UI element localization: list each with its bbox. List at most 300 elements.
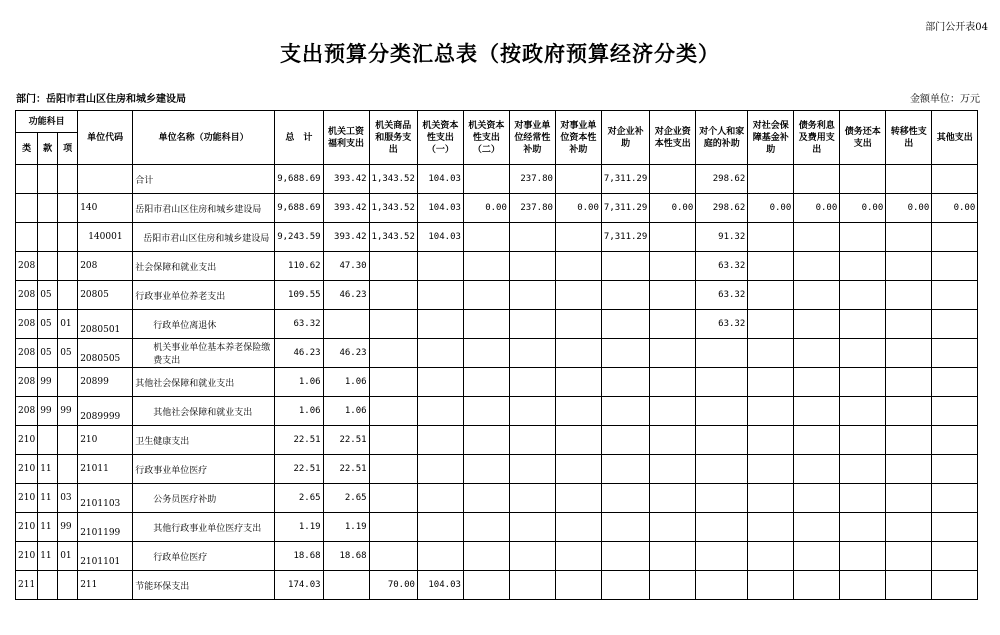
cell-c8 bbox=[650, 252, 696, 281]
cell-kuan: 11 bbox=[38, 455, 58, 484]
cell-unit-code: 2080505 bbox=[78, 339, 133, 368]
cell-lei: 208 bbox=[16, 252, 38, 281]
cell-c2 bbox=[369, 339, 417, 368]
cell-c8 bbox=[650, 426, 696, 455]
cell-c13 bbox=[886, 397, 932, 426]
table-row bbox=[16, 397, 978, 426]
cell-c10 bbox=[748, 397, 794, 426]
cell-unit-code: 20899 bbox=[78, 368, 133, 397]
cell-c2: 1,343.52 bbox=[369, 223, 417, 252]
cell-lei: 210 bbox=[16, 426, 38, 455]
cell-unit-code: 2101101 bbox=[78, 542, 133, 571]
cell-c2 bbox=[369, 281, 417, 310]
cell-c5: 237.80 bbox=[509, 194, 555, 223]
cell-c7 bbox=[601, 513, 649, 542]
cell-c14 bbox=[932, 455, 978, 484]
cell-c5 bbox=[509, 281, 555, 310]
cell-xiang: 99 bbox=[58, 397, 78, 426]
cell-unit-code: 2101199 bbox=[78, 513, 133, 542]
cell-c7 bbox=[601, 571, 649, 600]
cell-total: 1.06 bbox=[275, 368, 323, 397]
header-lei: 类 bbox=[16, 133, 38, 165]
cell-unit-code: 21011 bbox=[78, 455, 133, 484]
cell-unit-code: 2089999 bbox=[78, 397, 133, 426]
cell-total: 174.03 bbox=[275, 571, 323, 600]
cell-unit-code: 2080501 bbox=[78, 310, 133, 339]
cell-c7 bbox=[601, 455, 649, 484]
cell-unit-code: 208 bbox=[78, 252, 133, 281]
cell-c7 bbox=[601, 542, 649, 571]
cell-c10 bbox=[748, 426, 794, 455]
cell-unit-code bbox=[78, 165, 133, 194]
cell-c6 bbox=[555, 223, 601, 252]
cell-c2 bbox=[369, 426, 417, 455]
cell-unit-name: 其他社会保障和就业支出 bbox=[133, 397, 275, 426]
cell-total: 22.51 bbox=[275, 426, 323, 455]
cell-c1 bbox=[323, 571, 369, 600]
cell-c4 bbox=[463, 455, 509, 484]
cell-total: 109.55 bbox=[275, 281, 323, 310]
cell-unit-name: 其他社会保障和就业支出 bbox=[133, 368, 275, 397]
cell-c6 bbox=[555, 426, 601, 455]
cell-c14 bbox=[932, 165, 978, 194]
table-row bbox=[16, 310, 978, 339]
cell-c1: 46.23 bbox=[323, 339, 369, 368]
cell-lei: 208 bbox=[16, 281, 38, 310]
cell-c8 bbox=[650, 165, 696, 194]
cell-c9: 63.32 bbox=[696, 252, 748, 281]
cell-c5 bbox=[509, 484, 555, 513]
cell-c6 bbox=[555, 397, 601, 426]
cell-c10 bbox=[748, 339, 794, 368]
cell-c5 bbox=[509, 571, 555, 600]
table-row bbox=[16, 571, 978, 600]
cell-c3 bbox=[417, 484, 463, 513]
cell-c3 bbox=[417, 397, 463, 426]
cell-c4: 0.00 bbox=[463, 194, 509, 223]
cell-c3 bbox=[417, 252, 463, 281]
cell-c2 bbox=[369, 397, 417, 426]
header-c8: 对企业资本性支出 bbox=[650, 111, 696, 165]
table-row bbox=[16, 513, 978, 542]
cell-c12 bbox=[840, 368, 886, 397]
cell-c6 bbox=[555, 310, 601, 339]
cell-c1: 1.06 bbox=[323, 397, 369, 426]
header-c6: 对事业单位资本性补助 bbox=[555, 111, 601, 165]
cell-c7 bbox=[601, 310, 649, 339]
cell-unit-name: 其他行政事业单位医疗支出 bbox=[133, 513, 275, 542]
cell-c5 bbox=[509, 513, 555, 542]
table-body bbox=[16, 165, 978, 600]
cell-unit-name: 公务员医疗补助 bbox=[133, 484, 275, 513]
cell-c9: 298.62 bbox=[696, 194, 748, 223]
cell-lei bbox=[16, 194, 38, 223]
cell-c7 bbox=[601, 426, 649, 455]
cell-unit-code: 140001 bbox=[78, 223, 133, 252]
cell-unit-name: 节能环保支出 bbox=[133, 571, 275, 600]
cell-c9 bbox=[696, 368, 748, 397]
header-kuan: 款 bbox=[38, 133, 58, 165]
cell-c10 bbox=[748, 310, 794, 339]
table-row bbox=[16, 542, 978, 571]
cell-c12 bbox=[840, 339, 886, 368]
cell-c8 bbox=[650, 310, 696, 339]
cell-c10 bbox=[748, 165, 794, 194]
cell-xiang bbox=[58, 194, 78, 223]
cell-c13 bbox=[886, 281, 932, 310]
table-row bbox=[16, 165, 978, 194]
cell-c1: 393.42 bbox=[323, 165, 369, 194]
cell-c3: 104.03 bbox=[417, 165, 463, 194]
cell-c1: 18.68 bbox=[323, 542, 369, 571]
cell-c1: 393.42 bbox=[323, 194, 369, 223]
cell-c10 bbox=[748, 455, 794, 484]
cell-c4 bbox=[463, 281, 509, 310]
cell-c11 bbox=[794, 223, 840, 252]
cell-kuan bbox=[38, 426, 58, 455]
table-row bbox=[16, 252, 978, 281]
table-row bbox=[16, 484, 978, 513]
cell-c1: 1.06 bbox=[323, 368, 369, 397]
cell-c12: 0.00 bbox=[840, 194, 886, 223]
cell-c6 bbox=[555, 455, 601, 484]
cell-c2 bbox=[369, 542, 417, 571]
cell-c7: 7,311.29 bbox=[601, 223, 649, 252]
cell-unit-code: 20805 bbox=[78, 281, 133, 310]
cell-c9: 63.32 bbox=[696, 310, 748, 339]
cell-c10 bbox=[748, 571, 794, 600]
cell-unit-name: 岳阳市君山区住房和城乡建设局 bbox=[133, 223, 275, 252]
cell-c7: 7,311.29 bbox=[601, 165, 649, 194]
cell-c2 bbox=[369, 484, 417, 513]
cell-kuan bbox=[38, 571, 58, 600]
header-c12: 债务还本支出 bbox=[840, 111, 886, 165]
table-row bbox=[16, 426, 978, 455]
cell-c1 bbox=[323, 310, 369, 339]
cell-c10 bbox=[748, 223, 794, 252]
cell-c7 bbox=[601, 339, 649, 368]
cell-c14: 0.00 bbox=[932, 194, 978, 223]
header-c11: 债务利息及费用支出 bbox=[794, 111, 840, 165]
cell-c3 bbox=[417, 339, 463, 368]
cell-c5 bbox=[509, 368, 555, 397]
header-unit-name: 单位名称（功能科目） bbox=[133, 111, 275, 165]
budget-table bbox=[15, 110, 978, 600]
cell-c10 bbox=[748, 542, 794, 571]
cell-lei: 210 bbox=[16, 484, 38, 513]
cell-c8 bbox=[650, 513, 696, 542]
cell-c13 bbox=[886, 484, 932, 513]
cell-c3 bbox=[417, 281, 463, 310]
cell-c5 bbox=[509, 310, 555, 339]
cell-c14 bbox=[932, 223, 978, 252]
header-c2: 机关商品和服务支出 bbox=[369, 111, 417, 165]
cell-c13 bbox=[886, 165, 932, 194]
cell-c12 bbox=[840, 165, 886, 194]
cell-unit-code: 140 bbox=[78, 194, 133, 223]
cell-c6 bbox=[555, 368, 601, 397]
cell-c10 bbox=[748, 513, 794, 542]
cell-total: 18.68 bbox=[275, 542, 323, 571]
cell-kuan bbox=[38, 165, 58, 194]
cell-c11 bbox=[794, 368, 840, 397]
cell-lei: 210 bbox=[16, 455, 38, 484]
cell-c12 bbox=[840, 281, 886, 310]
cell-c13 bbox=[886, 223, 932, 252]
cell-total: 1.19 bbox=[275, 513, 323, 542]
cell-c4 bbox=[463, 542, 509, 571]
header-c14: 其他支出 bbox=[932, 111, 978, 165]
cell-lei bbox=[16, 223, 38, 252]
cell-unit-name: 岳阳市君山区住房和城乡建设局 bbox=[133, 194, 275, 223]
cell-c3 bbox=[417, 542, 463, 571]
cell-c11 bbox=[794, 397, 840, 426]
cell-kuan: 05 bbox=[38, 339, 58, 368]
cell-xiang: 05 bbox=[58, 339, 78, 368]
table-row bbox=[16, 223, 978, 252]
header-xiang: 项 bbox=[58, 133, 78, 165]
header-unit-code: 单位代码 bbox=[78, 111, 133, 165]
cell-c8 bbox=[650, 223, 696, 252]
header-c5: 对事业单位经常性补助 bbox=[509, 111, 555, 165]
cell-c12 bbox=[840, 397, 886, 426]
cell-xiang: 01 bbox=[58, 542, 78, 571]
cell-unit-code: 210 bbox=[78, 426, 133, 455]
page-title: 支出预算分类汇总表（按政府预算经济分类） bbox=[280, 41, 720, 66]
cell-c5 bbox=[509, 223, 555, 252]
cell-c3 bbox=[417, 455, 463, 484]
cell-c5 bbox=[509, 252, 555, 281]
cell-c13 bbox=[886, 426, 932, 455]
cell-c11 bbox=[794, 310, 840, 339]
cell-c8 bbox=[650, 542, 696, 571]
cell-c6 bbox=[555, 339, 601, 368]
cell-c9: 298.62 bbox=[696, 165, 748, 194]
cell-c12 bbox=[840, 426, 886, 455]
cell-xiang bbox=[58, 281, 78, 310]
cell-lei bbox=[16, 165, 38, 194]
cell-c2: 70.00 bbox=[369, 571, 417, 600]
cell-kuan: 11 bbox=[38, 513, 58, 542]
cell-c7 bbox=[601, 368, 649, 397]
header-c4: 机关资本性支出（二） bbox=[463, 111, 509, 165]
cell-c6: 0.00 bbox=[555, 194, 601, 223]
cell-c10 bbox=[748, 252, 794, 281]
cell-total: 22.51 bbox=[275, 455, 323, 484]
cell-c11 bbox=[794, 455, 840, 484]
cell-c5 bbox=[509, 426, 555, 455]
header-total: 总 计 bbox=[275, 111, 323, 165]
header-c13: 转移性支出 bbox=[886, 111, 932, 165]
cell-c9: 91.32 bbox=[696, 223, 748, 252]
header-c1: 机关工资福利支出 bbox=[323, 111, 369, 165]
cell-c2 bbox=[369, 455, 417, 484]
cell-c8 bbox=[650, 281, 696, 310]
cell-c11 bbox=[794, 513, 840, 542]
cell-c4 bbox=[463, 513, 509, 542]
cell-c9 bbox=[696, 484, 748, 513]
table-row bbox=[16, 368, 978, 397]
cell-c1: 22.51 bbox=[323, 455, 369, 484]
cell-c11 bbox=[794, 571, 840, 600]
cell-c4 bbox=[463, 571, 509, 600]
cell-c3 bbox=[417, 426, 463, 455]
cell-c6 bbox=[555, 571, 601, 600]
cell-c7: 7,311.29 bbox=[601, 194, 649, 223]
cell-c5 bbox=[509, 542, 555, 571]
cell-c14 bbox=[932, 368, 978, 397]
cell-c6 bbox=[555, 281, 601, 310]
cell-c13 bbox=[886, 542, 932, 571]
cell-lei: 211 bbox=[16, 571, 38, 600]
cell-c5: 237.80 bbox=[509, 165, 555, 194]
cell-kuan: 11 bbox=[38, 484, 58, 513]
cell-unit-name: 行政事业单位医疗 bbox=[133, 455, 275, 484]
cell-total: 110.62 bbox=[275, 252, 323, 281]
cell-c8 bbox=[650, 368, 696, 397]
cell-unit-name: 机关事业单位基本养老保险缴费支出 bbox=[133, 339, 275, 368]
cell-c8 bbox=[650, 397, 696, 426]
cell-c8 bbox=[650, 455, 696, 484]
cell-c13 bbox=[886, 339, 932, 368]
cell-unit-name: 行政单位医疗 bbox=[133, 542, 275, 571]
cell-c6 bbox=[555, 542, 601, 571]
cell-c10 bbox=[748, 368, 794, 397]
cell-c8 bbox=[650, 571, 696, 600]
cell-c5 bbox=[509, 397, 555, 426]
cell-c10 bbox=[748, 281, 794, 310]
cell-c9 bbox=[696, 397, 748, 426]
cell-unit-name: 行政事业单位养老支出 bbox=[133, 281, 275, 310]
header-c10: 对社会保障基金补助 bbox=[748, 111, 794, 165]
cell-c2 bbox=[369, 368, 417, 397]
cell-kuan: 99 bbox=[38, 397, 58, 426]
table-number-note: 部门公开表04 bbox=[925, 22, 988, 33]
cell-c2 bbox=[369, 252, 417, 281]
cell-c14 bbox=[932, 397, 978, 426]
cell-kuan bbox=[38, 194, 58, 223]
cell-c14 bbox=[932, 542, 978, 571]
cell-c11 bbox=[794, 484, 840, 513]
cell-lei: 210 bbox=[16, 513, 38, 542]
cell-c13 bbox=[886, 368, 932, 397]
cell-unit-name: 合计 bbox=[133, 165, 275, 194]
amount-unit-label: 金额单位：万元 bbox=[910, 94, 980, 105]
cell-c12 bbox=[840, 252, 886, 281]
cell-c4 bbox=[463, 223, 509, 252]
cell-c12 bbox=[840, 571, 886, 600]
cell-c11 bbox=[794, 252, 840, 281]
cell-c1: 22.51 bbox=[323, 426, 369, 455]
cell-c8 bbox=[650, 339, 696, 368]
cell-c9 bbox=[696, 455, 748, 484]
cell-c8: 0.00 bbox=[650, 194, 696, 223]
cell-c14 bbox=[932, 513, 978, 542]
cell-c9: 63.32 bbox=[696, 281, 748, 310]
cell-total: 9,688.69 bbox=[275, 165, 323, 194]
cell-unit-code: 2101103 bbox=[78, 484, 133, 513]
cell-c12 bbox=[840, 455, 886, 484]
cell-c4 bbox=[463, 397, 509, 426]
cell-c3 bbox=[417, 368, 463, 397]
cell-c13 bbox=[886, 310, 932, 339]
cell-c11 bbox=[794, 281, 840, 310]
cell-c2: 1,343.52 bbox=[369, 165, 417, 194]
cell-c4 bbox=[463, 252, 509, 281]
cell-c4 bbox=[463, 310, 509, 339]
cell-c12 bbox=[840, 310, 886, 339]
cell-c4 bbox=[463, 484, 509, 513]
cell-xiang bbox=[58, 455, 78, 484]
cell-c1: 47.30 bbox=[323, 252, 369, 281]
cell-c7 bbox=[601, 281, 649, 310]
cell-c6 bbox=[555, 165, 601, 194]
cell-c2: 1,343.52 bbox=[369, 194, 417, 223]
cell-kuan: 99 bbox=[38, 368, 58, 397]
cell-c14 bbox=[932, 571, 978, 600]
cell-c7 bbox=[601, 252, 649, 281]
cell-c13 bbox=[886, 513, 932, 542]
cell-total: 2.65 bbox=[275, 484, 323, 513]
cell-c12 bbox=[840, 223, 886, 252]
cell-c14 bbox=[932, 252, 978, 281]
header-func-group: 功能科目 bbox=[16, 111, 78, 133]
cell-total: 9,243.59 bbox=[275, 223, 323, 252]
cell-lei: 208 bbox=[16, 339, 38, 368]
cell-c5 bbox=[509, 339, 555, 368]
cell-c3: 104.03 bbox=[417, 223, 463, 252]
cell-xiang bbox=[58, 571, 78, 600]
table-row bbox=[16, 339, 978, 368]
cell-c7 bbox=[601, 484, 649, 513]
cell-unit-name: 行政单位离退休 bbox=[133, 310, 275, 339]
cell-c8 bbox=[650, 484, 696, 513]
cell-c4 bbox=[463, 368, 509, 397]
header-c7: 对企业补助 bbox=[601, 111, 649, 165]
cell-c4 bbox=[463, 165, 509, 194]
cell-c14 bbox=[932, 281, 978, 310]
cell-total: 1.06 bbox=[275, 397, 323, 426]
cell-c2 bbox=[369, 310, 417, 339]
cell-c14 bbox=[932, 310, 978, 339]
table-row bbox=[16, 455, 978, 484]
cell-c14 bbox=[932, 484, 978, 513]
cell-unit-code: 211 bbox=[78, 571, 133, 600]
table-row bbox=[16, 194, 978, 223]
cell-c12 bbox=[840, 542, 886, 571]
cell-kuan bbox=[38, 252, 58, 281]
cell-c9 bbox=[696, 339, 748, 368]
cell-unit-name: 卫生健康支出 bbox=[133, 426, 275, 455]
cell-xiang bbox=[58, 252, 78, 281]
cell-c6 bbox=[555, 513, 601, 542]
cell-c12 bbox=[840, 513, 886, 542]
cell-c13 bbox=[886, 571, 932, 600]
cell-xiang bbox=[58, 426, 78, 455]
cell-c2 bbox=[369, 513, 417, 542]
cell-kuan: 11 bbox=[38, 542, 58, 571]
cell-c9 bbox=[696, 542, 748, 571]
cell-c14 bbox=[932, 339, 978, 368]
cell-c11 bbox=[794, 426, 840, 455]
table-row bbox=[16, 281, 978, 310]
header-c3: 机关资本性支出（一） bbox=[417, 111, 463, 165]
cell-c6 bbox=[555, 484, 601, 513]
cell-c3 bbox=[417, 513, 463, 542]
cell-kuan: 05 bbox=[38, 310, 58, 339]
department-label: 部门：岳阳市君山区住房和城乡建设局 bbox=[16, 94, 186, 105]
cell-xiang: 99 bbox=[58, 513, 78, 542]
